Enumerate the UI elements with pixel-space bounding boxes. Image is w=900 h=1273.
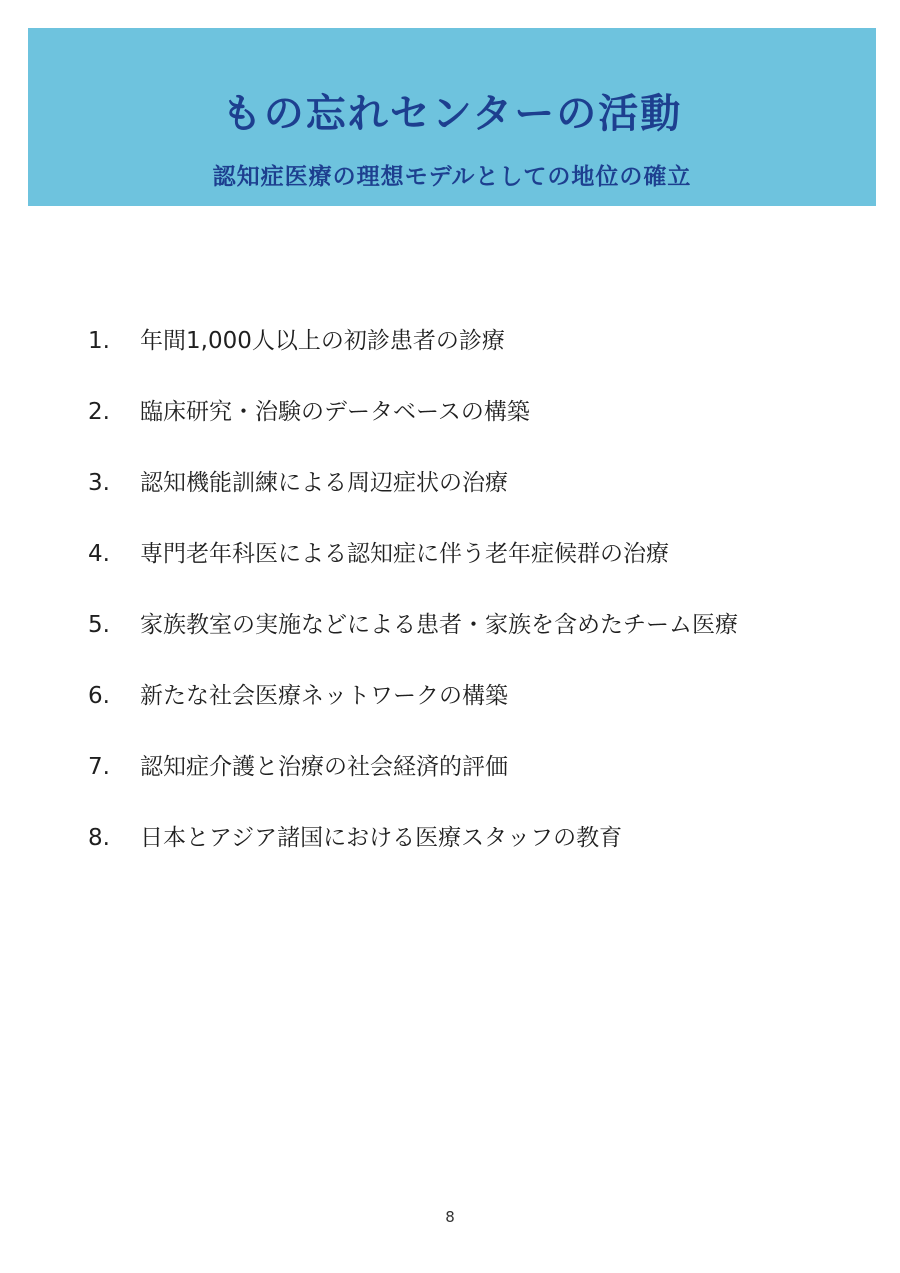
item-number: 2. [88, 398, 110, 425]
item-number: 3. [88, 469, 110, 496]
item-number: 1. [88, 327, 110, 354]
item-text: 認知機能訓練による周辺症状の治療 [140, 469, 508, 496]
list-item [88, 731, 848, 802]
list-item [88, 305, 848, 376]
item-text: 日本とアジア諸国における医療スタッフの教育 [140, 824, 623, 851]
header-banner [28, 28, 876, 206]
page-title: もの忘れセンターの活動 [221, 91, 683, 137]
page-number: 8 [445, 1208, 455, 1226]
list-item [88, 518, 848, 589]
item-text: 家族教室の実施などによる患者・家族を含めたチーム医療 [140, 611, 738, 638]
list-item [88, 447, 848, 518]
item-number: 6. [88, 682, 110, 709]
item-number: 4. [88, 540, 110, 567]
item-number: 5. [88, 611, 110, 638]
item-text: 年間1,000人以上の初診患者の診療 [140, 327, 505, 354]
page-subtitle: 認知症医療の理想モデルとしての地位の確立 [212, 164, 692, 190]
list-item [88, 589, 848, 660]
list-item [88, 376, 848, 447]
item-text: 専門老年科医による認知症に伴う老年症候群の治療 [140, 540, 669, 567]
item-number: 8. [88, 824, 110, 851]
list-item [88, 802, 848, 873]
item-text: 新たな社会医療ネットワークの構築 [140, 682, 508, 709]
activity-list [88, 305, 848, 873]
item-text: 臨床研究・治験のデータベースの構築 [140, 398, 530, 425]
item-number: 7. [88, 753, 110, 780]
item-text: 認知症介護と治療の社会経済的評価 [140, 753, 508, 780]
list-item [88, 660, 848, 731]
